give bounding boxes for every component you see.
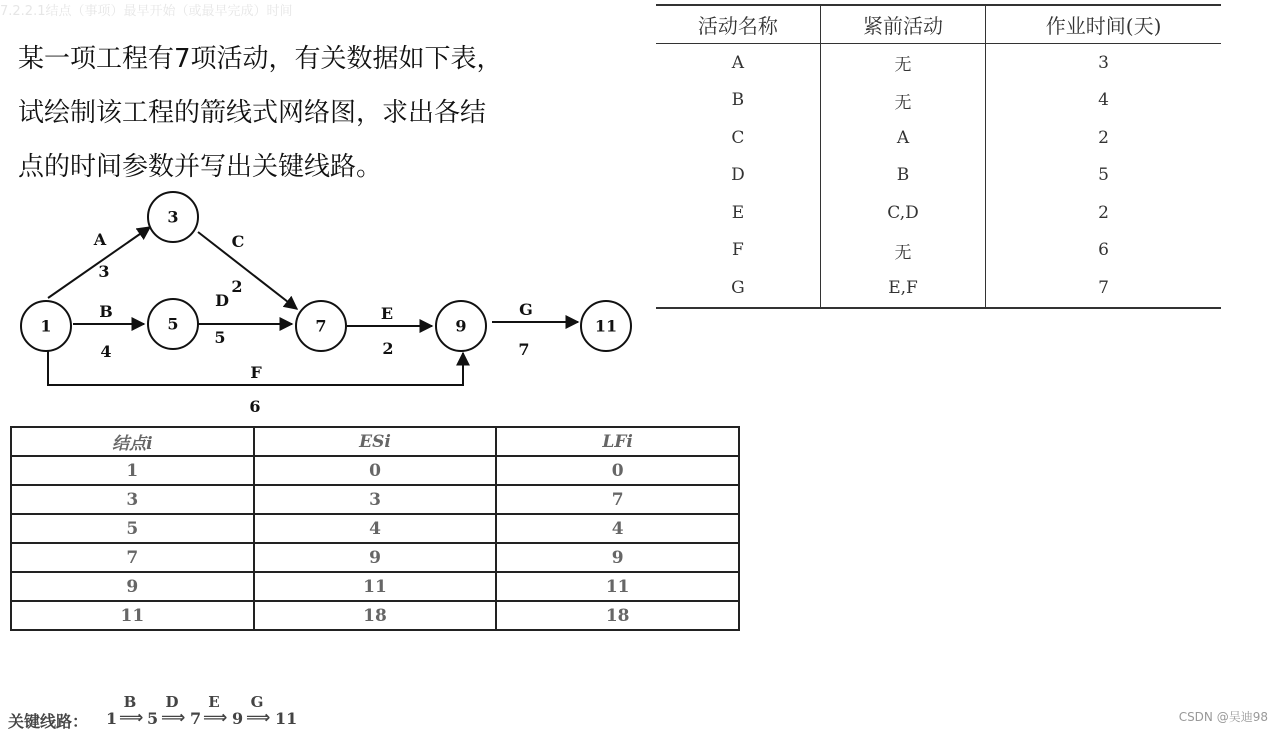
double-arrow-icon: ⟹ [161, 708, 186, 728]
edge-label: F [250, 363, 262, 382]
critical-activity: G [250, 693, 264, 711]
node-label: 1 [40, 316, 52, 336]
cell: 2 [986, 194, 1221, 232]
cell: 5 [986, 157, 1221, 195]
problem-line: 点的时间参数并写出关键线路。 [18, 152, 383, 182]
double-arrow-icon: ⟹ [119, 708, 144, 728]
edge-c [198, 232, 297, 309]
critical-node: 9 [232, 709, 244, 728]
edge-label: C [231, 232, 245, 251]
cell: F [732, 240, 744, 261]
header-latest-finish: LFi [496, 427, 739, 456]
critical-arrow [119, 693, 144, 728]
cell: 0 [496, 456, 739, 485]
cell: A [731, 52, 745, 73]
cell: G [656, 269, 820, 308]
cell: C,D [820, 194, 985, 232]
edge-duration: 3 [98, 262, 110, 281]
cell: 无 [820, 44, 985, 82]
double-arrow-icon: ⟹ [246, 708, 271, 728]
edge-duration: 6 [249, 397, 261, 416]
cell: 11 [254, 572, 497, 601]
cell: 无 [820, 82, 985, 120]
table-row [656, 82, 1221, 120]
problem-line: 某一项工程有7项活动，有关数据如下表， [18, 44, 503, 74]
cell: 7 [11, 543, 254, 572]
cell: 6 [986, 232, 1221, 270]
table-row [656, 194, 1221, 232]
network-diagram [10, 190, 650, 420]
critical-activity: B [123, 693, 137, 711]
table-row [656, 44, 1221, 82]
cell: B [731, 90, 745, 111]
cell: E,F [820, 269, 985, 308]
header-duration: 作业时间(天) [986, 5, 1221, 44]
cell: 4 [496, 514, 739, 543]
edge-label: E [380, 304, 394, 323]
header-node: 结点i [11, 427, 254, 456]
table-row [11, 572, 739, 601]
cell: 4 [986, 82, 1221, 120]
critical-node: 11 [275, 709, 298, 728]
header-activity-name: 活动名称 [656, 5, 820, 44]
activity-table [656, 4, 1221, 309]
node-label: 11 [594, 316, 618, 336]
critical-path-label: 关键线路： [8, 712, 89, 731]
header-earliest-start: ESi [254, 427, 497, 456]
table-row [11, 543, 739, 572]
cell: 3 [254, 485, 497, 514]
problem-line: 试绘制该工程的箭线式网络图，求出各结 [18, 98, 487, 128]
cell: 9 [496, 543, 739, 572]
activity-table-header [656, 5, 1221, 44]
cell: E [731, 202, 745, 223]
critical-node: 7 [190, 709, 202, 728]
edge-duration: 5 [214, 328, 226, 347]
edge-duration: 4 [100, 342, 112, 361]
watermark: CSDN @吴迪98 [1178, 710, 1268, 724]
cell: 7 [496, 485, 739, 514]
cell: 9 [11, 572, 254, 601]
edge-duration: 7 [518, 340, 530, 359]
edge-label: B [99, 302, 113, 321]
table-row [656, 269, 1221, 308]
cell: 11 [11, 601, 254, 630]
section-heading: 7.2.2.1结点（事项）最早开始（或最早完成）时间 [0, 4, 293, 19]
table-row [656, 157, 1221, 195]
cell: 5 [11, 514, 254, 543]
cell: 0 [254, 456, 497, 485]
critical-arrow [246, 693, 271, 728]
cell: 18 [496, 601, 739, 630]
critical-node: 1 [106, 709, 118, 728]
edge-label: A [93, 230, 107, 249]
critical-node: 5 [147, 709, 159, 728]
cell: 1 [11, 456, 254, 485]
cell: C [731, 127, 745, 148]
edge-label: D [215, 291, 229, 310]
edge-duration: 2 [231, 277, 243, 296]
cell: 4 [254, 514, 497, 543]
cell: 9 [254, 543, 497, 572]
table-row [11, 456, 739, 485]
table-row [656, 119, 1221, 157]
node-label: 7 [315, 316, 327, 336]
table-row [11, 485, 739, 514]
cell: 无 [820, 232, 985, 270]
cell: A [820, 119, 985, 157]
edge-label: G [519, 300, 533, 319]
header-predecessor: 紧前活动 [820, 5, 985, 44]
cell: 18 [254, 601, 497, 630]
critical-arrow [203, 693, 228, 728]
cell: 3 [986, 44, 1221, 82]
cell: B [820, 157, 985, 195]
double-arrow-icon: ⟹ [203, 708, 228, 728]
cell: D [731, 165, 745, 186]
table-row [11, 601, 739, 630]
node-time-table [10, 426, 740, 631]
node-table-header [11, 427, 739, 456]
node-label: 9 [455, 316, 467, 336]
cell: 2 [986, 119, 1221, 157]
cell: 7 [986, 269, 1221, 308]
node-label: 3 [167, 207, 179, 227]
table-row [11, 514, 739, 543]
node-label: 5 [167, 314, 179, 334]
table-row [656, 232, 1221, 270]
edge-duration: 2 [382, 339, 394, 358]
critical-arrow [161, 693, 186, 728]
cell: 11 [496, 572, 739, 601]
critical-activity: E [208, 693, 220, 711]
cell: 3 [11, 485, 254, 514]
problem-statement [18, 32, 618, 194]
critical-activity: D [165, 693, 179, 711]
